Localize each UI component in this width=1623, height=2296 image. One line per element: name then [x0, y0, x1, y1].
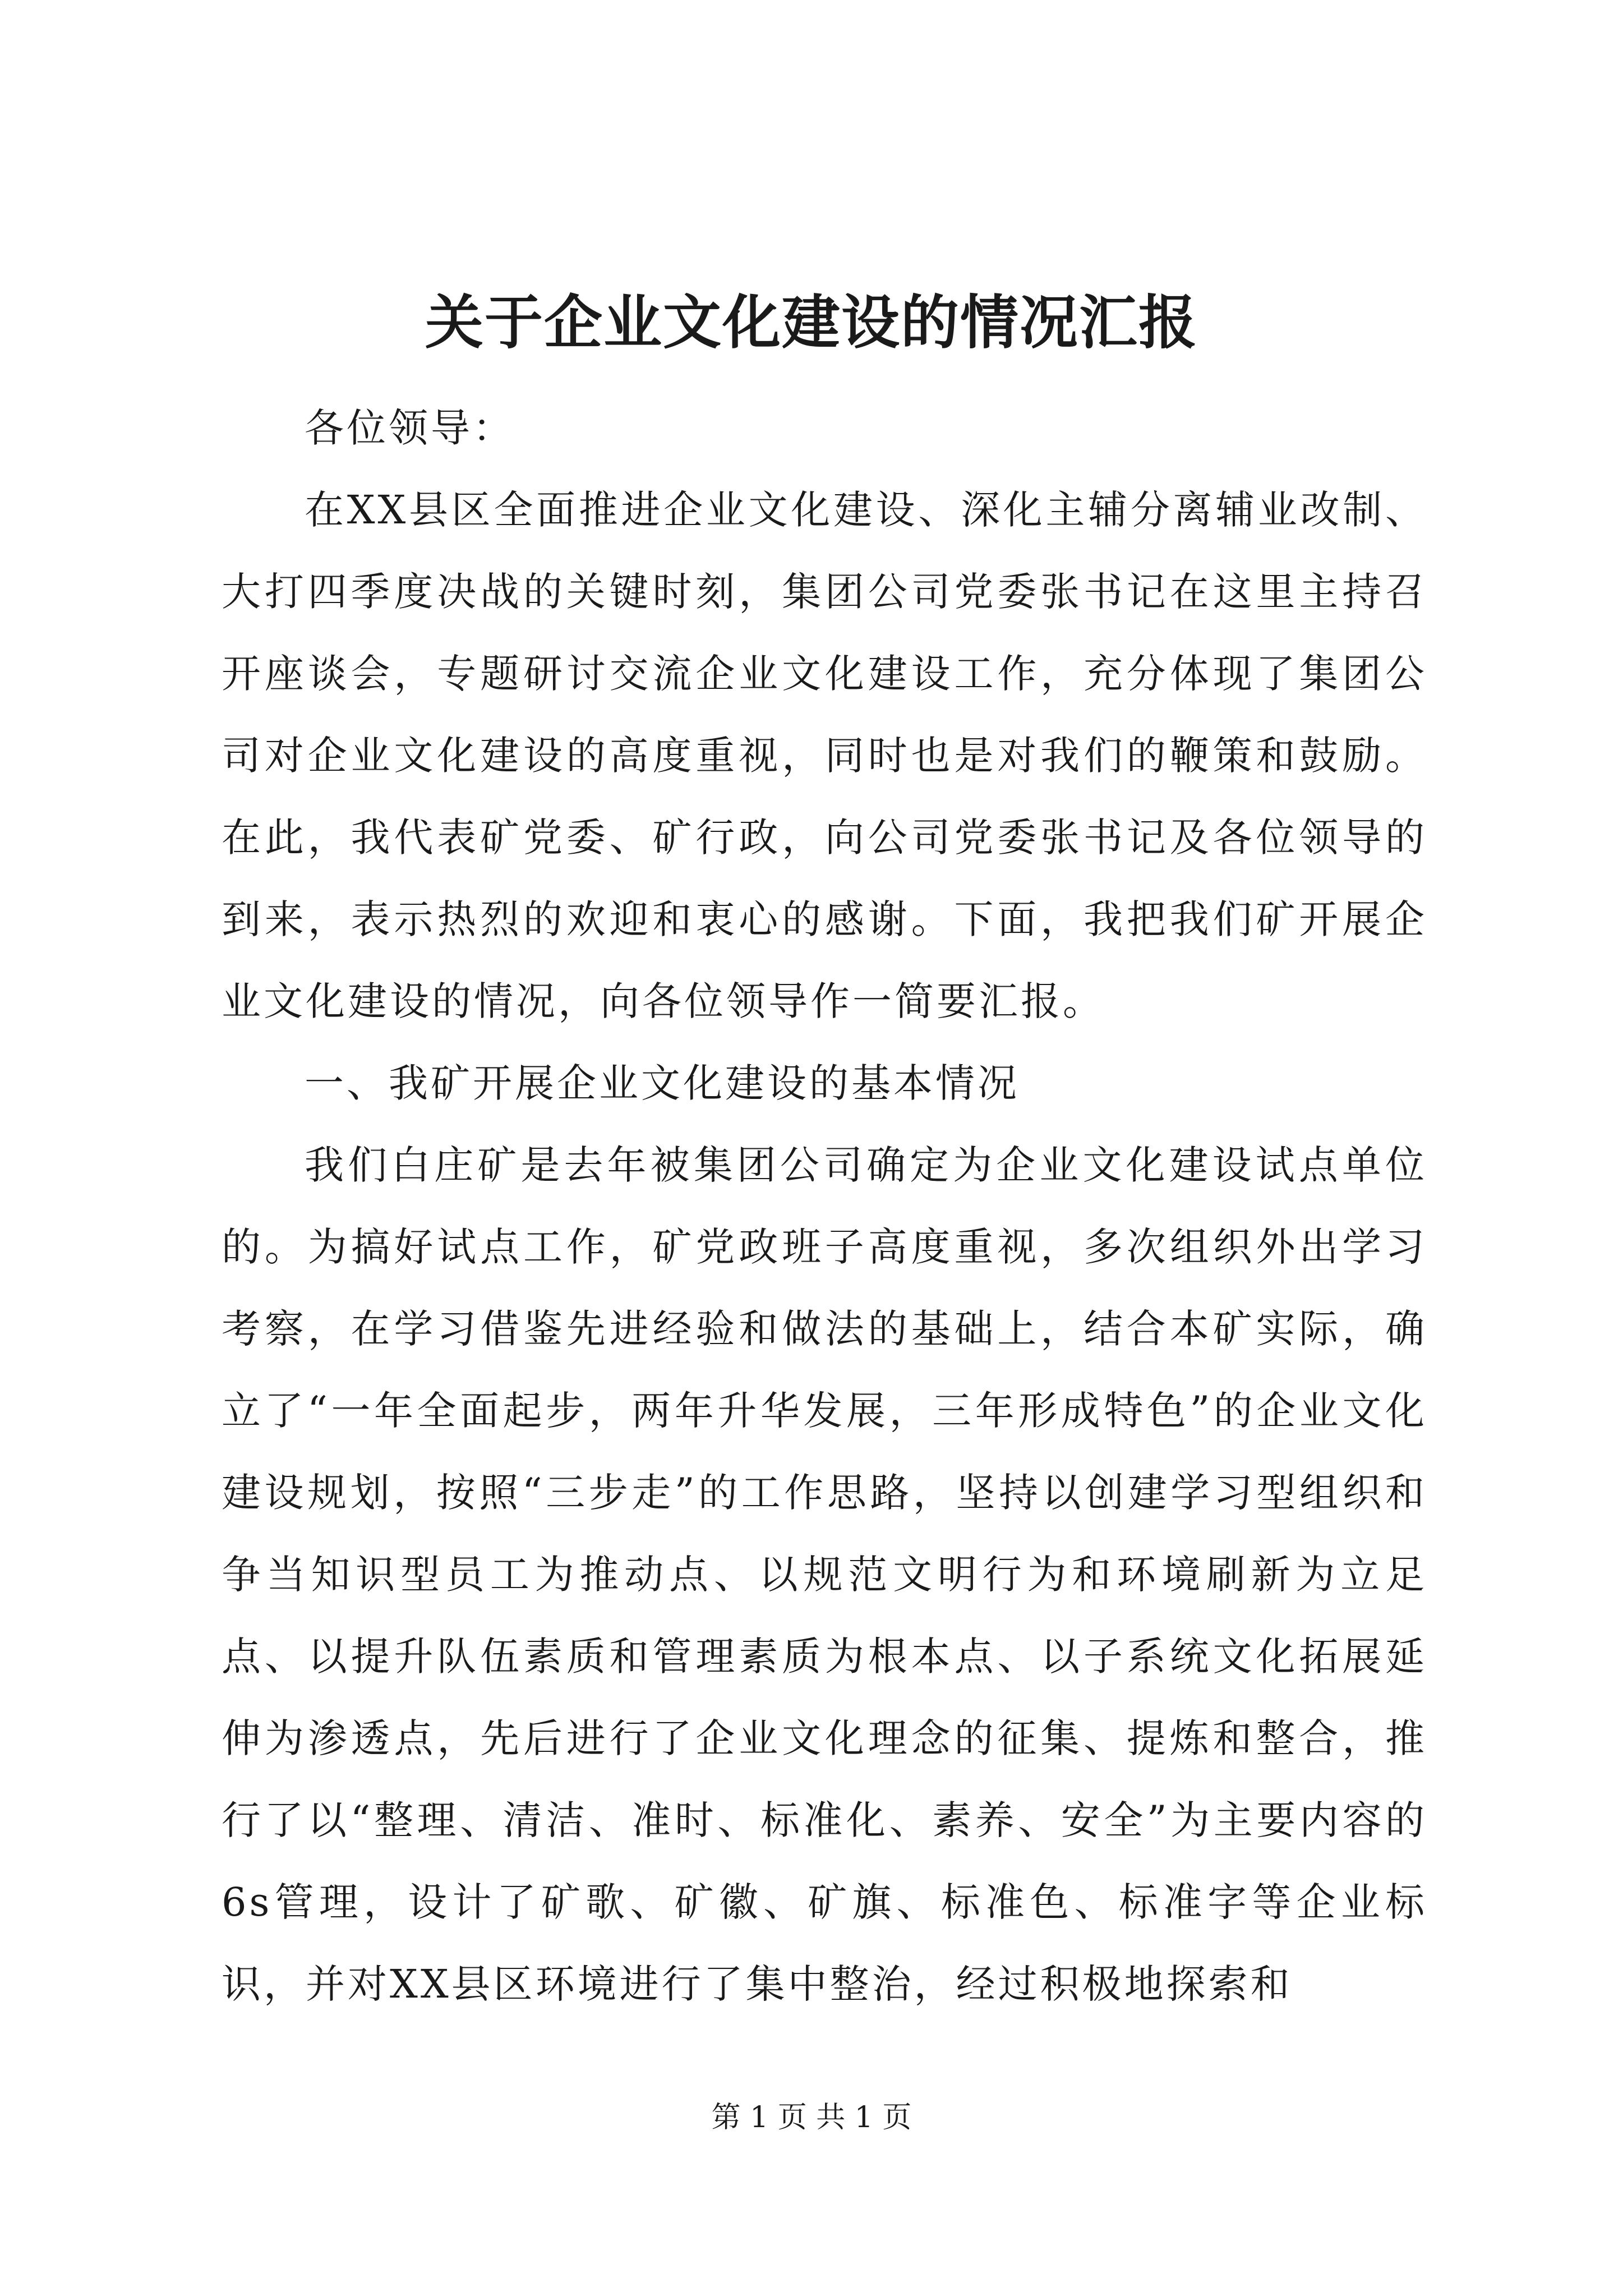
- intro-paragraph: 在XX县区全面推进企业文化建设、深化主辅分离辅业改制、大打四季度决战的关键时刻，集团公司党委张书记在这里主持召开座谈会，专题研讨交流企业文化建设工作，充分体现了集团公司对企业文化建设的高度重视，同时也是对我们的鞭策和鼓励。在此，我代表矿党委、矿行政，向公司党委张书记及各位领导的到来，表示热烈的欢迎和衷心的感谢。下面，我把我们矿开展企业文化建设的情况，向各位领导作一简要汇报。: [222, 487, 1427, 1024]
- document-body: [222, 387, 1427, 2025]
- page-footer: 第 1 页 共 1 页: [711, 2101, 912, 2134]
- salutation-paragraph: 各位领导：: [305, 405, 515, 451]
- section-paragraph: 我们白庄矿是去年被集团公司确定为企业文化建设试点单位的。为搞好试点工作，矿党政班子高度重视，多次组织外出学习考察，在学习借鉴先进经验和做法的基础上，结合本矿实际，确立了“一年全面起步，两年升华发展，三年形成特色”的企业文化建设规划，按照“三步走”的工作思路，坚持以创建学习型组织和争当知识型员工为推动点、以规范文明行为和环境刷新为立足点、以提升队伍素质和管理素质为根本点、以子系统文化拓展延伸为渗透点，先后进行了企业文化理念的征集、提炼和整合，推行了以“整理、清洁、准时、标准化、素养、安全”为主要内容的6s管理，设计了矿歌、矿徽、矿旗、标准色、标准字等企业标识，并对XX县区环境进行了集中整治，经过积极地探索和: [222, 1142, 1427, 2007]
- document-title: 关于企业文化建设的情况汇报: [425, 288, 1198, 357]
- section-heading: 一、我矿开展企业文化建设的基本情况: [305, 1060, 1020, 1106]
